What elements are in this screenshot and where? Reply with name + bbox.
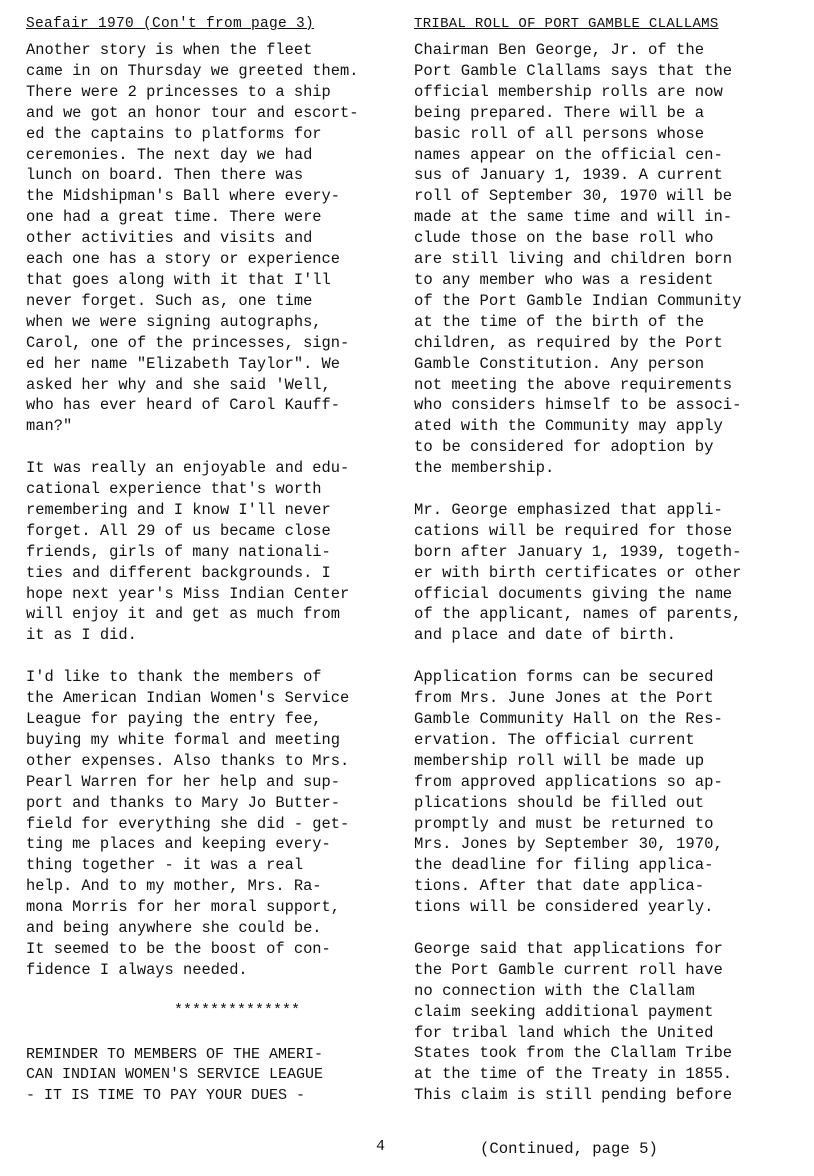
right-column [414,0,802,1127]
left-column-header: Seafair 1970 (Con't from page 3) [26,16,315,32]
article-paragraph: George said that applications for the Port Gamble current roll have no connection with the Clallam claim seeking additional payment for tribal land which the United States took from the Clallam Tribe at the time of the Treaty in 1855. This claim is still pending before [414,939,733,1105]
left-column [26,0,408,1106]
article-paragraph: Another story is when the fleet came in on Thursday we greeted them. There were 2 princesses to a ship and we got an honor tour and escort- ed the captains to platforms for ceremonies. The next day we had lunch on board. Then there was the Midshipman's Ball where every- one had a great time. There were other activities and visits and each one has a story or experience that goes along with it that I'll never forget. Such as, one time when we were signing autographs, Carol, one of the princesses, sign- ed her name "Elizabeth Taylor". We asked her why and she said 'Well, who has ever heard of Carol Kauff- man?" [26,41,359,436]
article-paragraph: I'd like to thank the members of the American Indian Women's Service League for paying the entry fee, buying my white formal and meeting other expenses. Also thanks to Mrs. Pearl Warren for her help and sup- port and thanks to Mary Jo Butter- field for everything she did - get- ting me places and keeping every- thing together - it was a real help. And to my mother, Mrs. Ra- mona Morris for her moral support, and being anywhere she could be. It seemed to be the boost of con- fidence I always needed. [26,668,350,979]
article-paragraph: Mr. George emphasized that appli- cations will be required for those born after January 1, 1939, togeth- er with birth certificates or other official documents giving the name of the applicant, names of parents, and place and date of birth. [414,500,742,645]
continued-note: (Continued, page 5) [480,1140,658,1158]
article-paragraph: Application forms can be secured from Mrs. June Jones at the Port Gamble Community Hall on the Res- ervation. The official current membership roll will be made up from approved applications so ap- plications should be filled out promptly and must be returned to Mrs. Jones by September 30, 1970, the deadline for filing applica- tions. After that date applica- tions will be considered yearly. [414,668,723,917]
right-column-header: TRIBAL ROLL OF PORT GAMBLE CLALLAMS [414,16,719,32]
article-paragraph: Chairman Ben George, Jr. of the Port Gamble Clallams says that the official membership rolls are now being prepared. There will be a basic roll of all persons whose names appear on the official cen- sus of January 1, 1939. A current roll of September 30, 1970 will be made at the same time and will in- clude those on the base roll who are still living and children born to any member who was a resident of the Port Gamble Indian Community at the time of the birth of the children, as required by the Port Gamble Constitution. Any person not meeting the above requirements who considers himself to be associ- ated with the Community may apply to be considered for adoption by the membership. [414,41,742,478]
dues-reminder: REMINDER TO MEMBERS OF THE AMERI- CAN INDIAN WOMEN'S SERVICE LEAGUE - IT IS TIME TO PAY YOUR DUES - [26,1045,324,1104]
article-paragraph: It was really an enjoyable and edu- cational experience that's worth remembering and I know I'll never forget. All 29 of us became close friends, girls of many nationali- ties and different backgrounds. I hope next year's Miss Indian Center will enjoy it and get as much from it as I did. [26,459,350,645]
section-separator: ************** [173,1001,301,1019]
page-number: 4 [376,1138,386,1155]
